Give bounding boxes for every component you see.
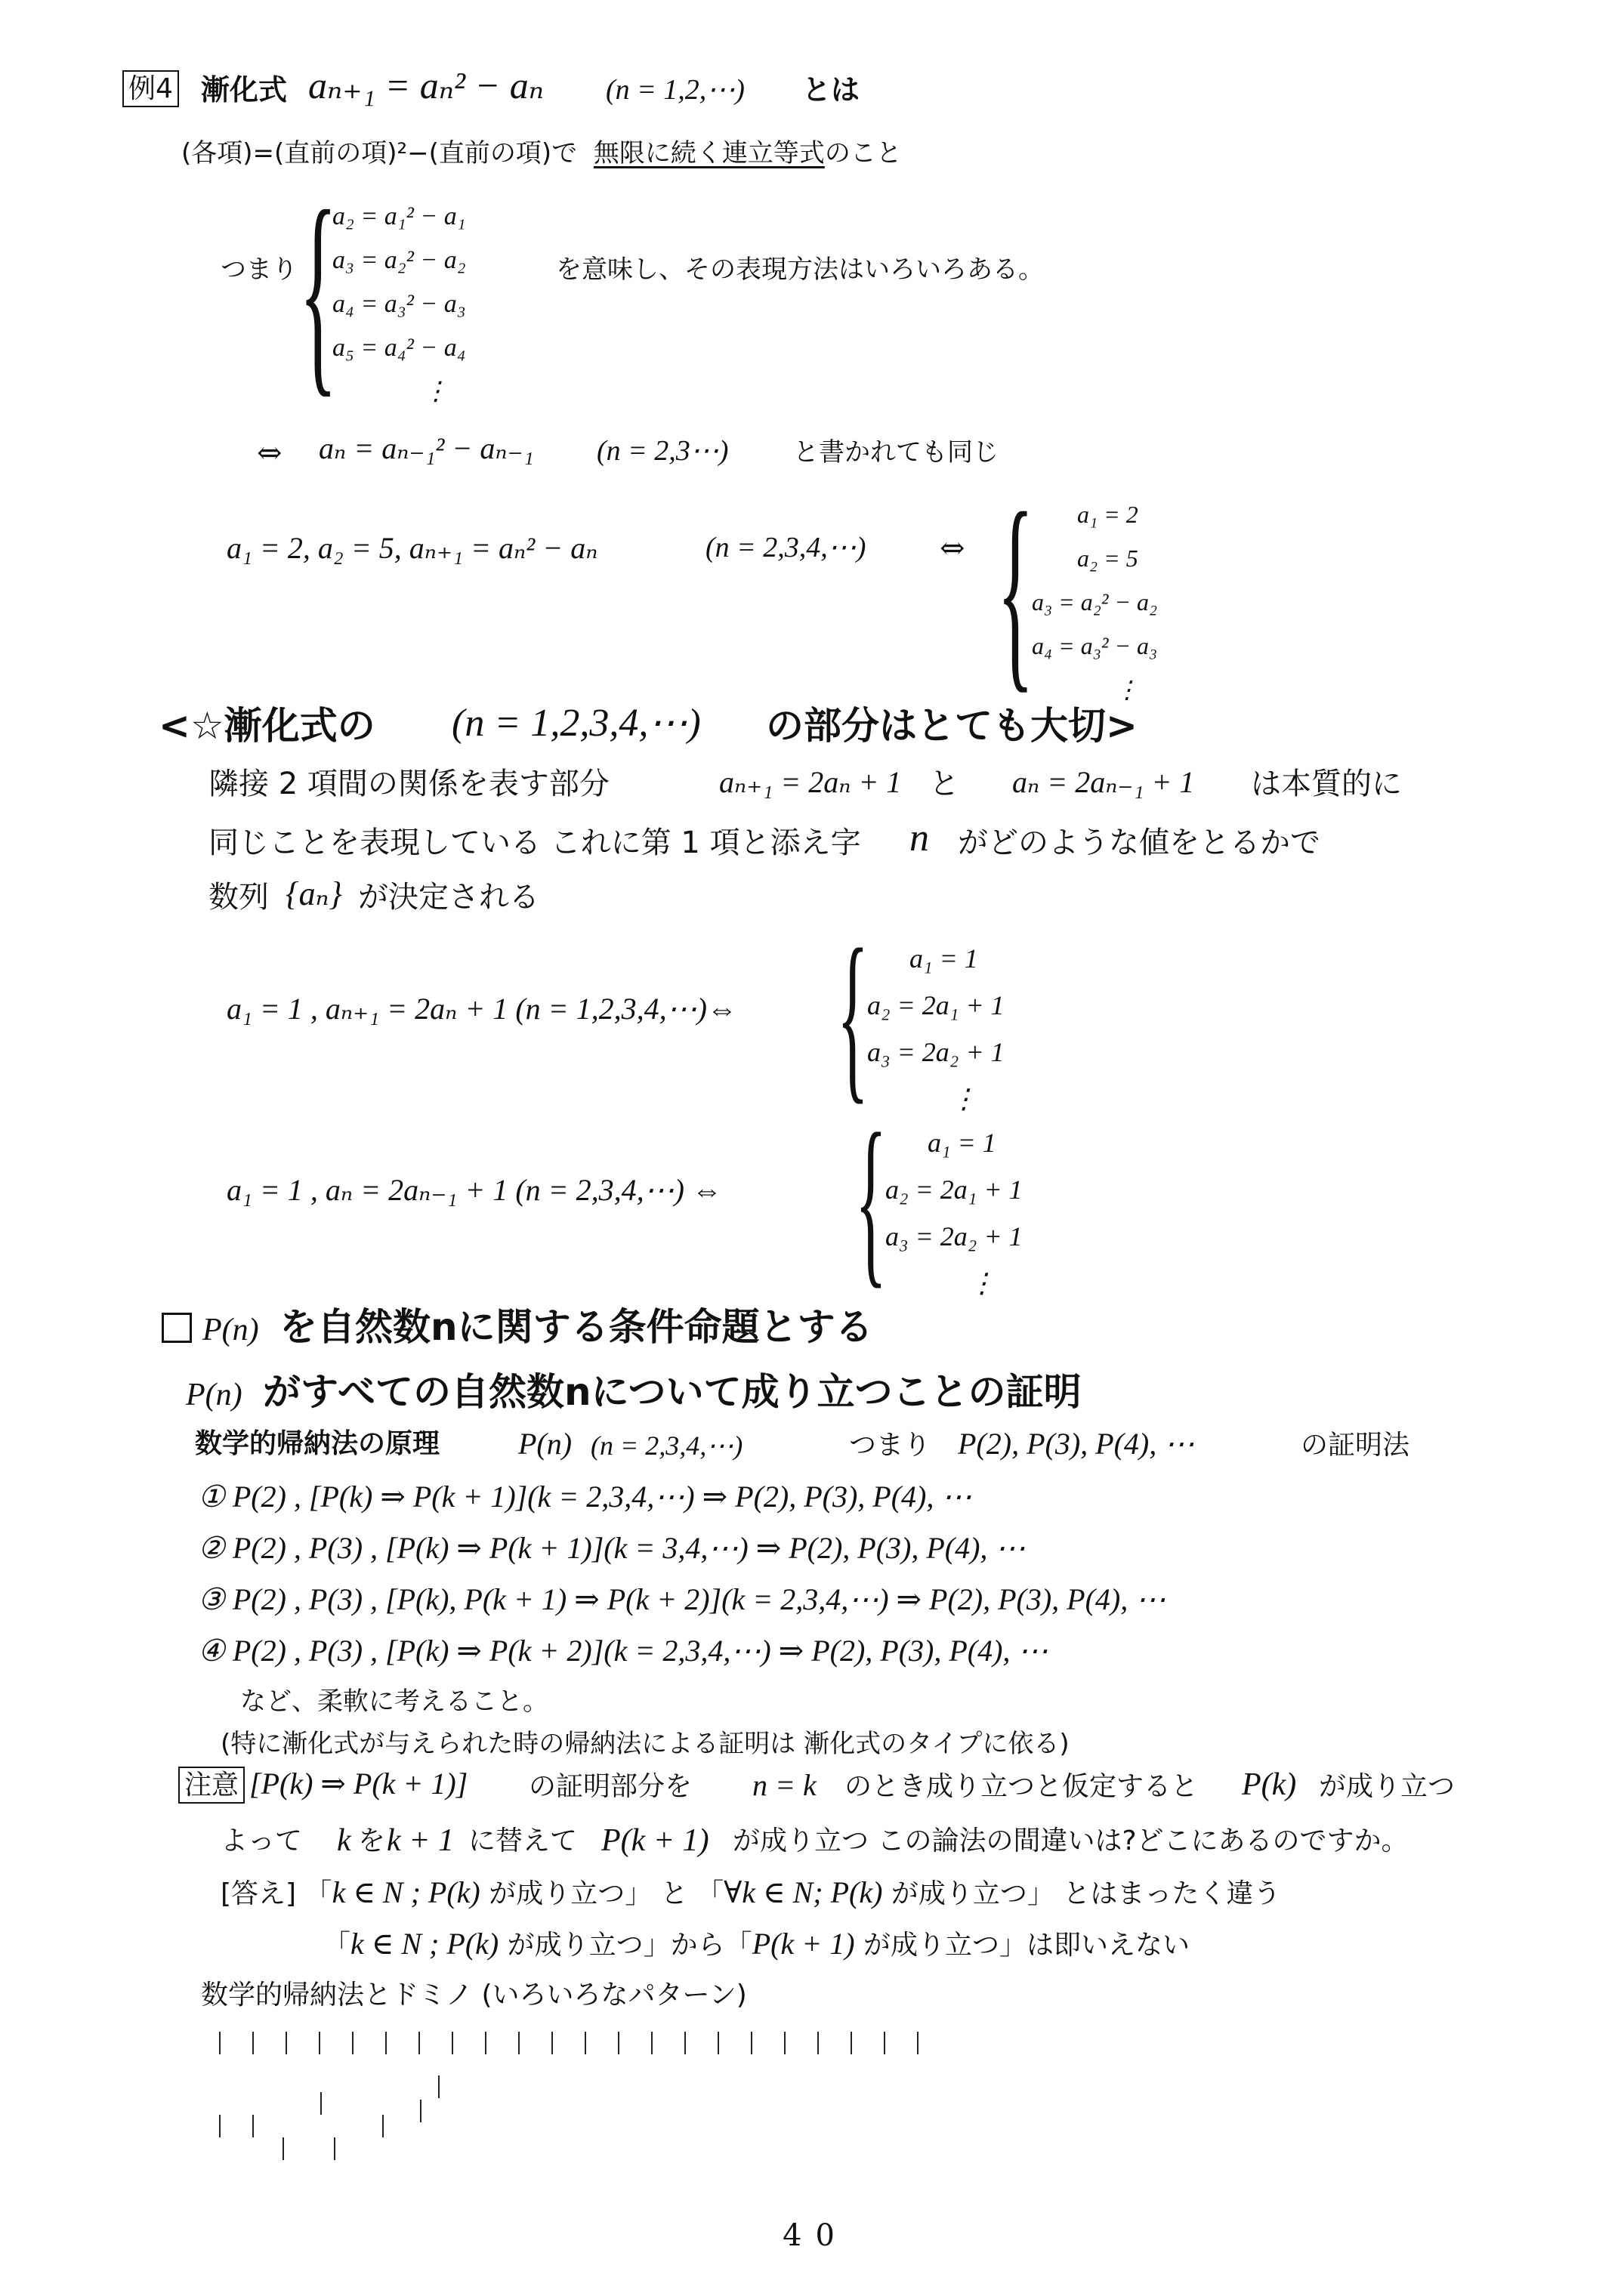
- principle-range: (n = 2,3,4,⋯): [591, 1430, 743, 1461]
- section-heading-end: の部分はとても大切>: [766, 704, 1138, 748]
- adjacent-relation-text: 隣接 2 項間の関係を表す部分: [208, 767, 610, 801]
- caution-text-a: の証明部分を: [529, 1771, 693, 1802]
- flexible-note: など、柔軟に考えること。: [240, 1687, 548, 1717]
- principle-symbol: P(n): [518, 1427, 573, 1461]
- toha-label: とは: [802, 73, 860, 106]
- sequence-symbol: {aₙ}: [286, 875, 343, 912]
- caution-implication: [P(k) ⇒ P(k + 1)]: [249, 1767, 468, 1801]
- replace-text: に替えて: [468, 1825, 578, 1856]
- variable-k: k: [337, 1823, 351, 1858]
- system-brace: {: [299, 165, 338, 415]
- k-plus-one: k + 1: [387, 1823, 454, 1858]
- principle-label: 数学的帰納法の原理: [195, 1428, 440, 1459]
- adjacent-formula-1: aₙ₊₁ = 2aₙ + 1: [719, 765, 902, 799]
- example-box: 例4: [122, 70, 179, 107]
- induction-pattern-1: ① P(2) , [P(k) ⇒ P(k + 1)](k = 2,3,4,⋯) ⇒ P(2), P(3), P(4), ⋯: [198, 1480, 972, 1514]
- caution-pk: P(k): [1242, 1767, 1297, 1802]
- same-expression-text: 同じことを表現している これに第 1 項と添え字: [208, 826, 861, 860]
- and-label: と: [929, 767, 959, 801]
- wo-label: を: [358, 1825, 386, 1856]
- value-text: がどのような値をとるかで: [958, 826, 1320, 860]
- answer-line-2: 「k ∈ N ; P(k) が成り立つ」から「P(k + 1) が成り立つ」は即いえない: [323, 1927, 1190, 1961]
- section-square-icon: [162, 1313, 192, 1343]
- example-heading: 漸化式: [201, 73, 288, 106]
- recurrence-example-1: a₁ = 1 , aₙ₊₁ = 2aₙ + 1 (n = 1,2,3,4,⋯)⇔: [227, 992, 737, 1026]
- example-2-brace: {: [855, 1095, 887, 1304]
- description-text: (各項)=(直前の項)²−(直前の項)で 無限に続く連立等式のこと: [181, 138, 902, 168]
- domino-heading: 数学的帰納法とドミノ (いろいろなパターン): [201, 1980, 747, 2011]
- index-n: n: [909, 816, 929, 859]
- question-text: が成り立つ この論法の間違いは?どこにあるのですか。: [733, 1825, 1409, 1856]
- caution-text-b: のとき成り立つと仮定すると: [844, 1771, 1199, 1802]
- example-1-brace: {: [837, 911, 869, 1120]
- page-number: 40: [783, 2218, 848, 2253]
- tsumari-label: つまり: [221, 255, 298, 285]
- principle-tsumari: つまり: [849, 1430, 931, 1461]
- equivalent-range: (n = 2,3⋯): [597, 435, 729, 467]
- determined-text: が決定される: [358, 880, 539, 915]
- induction-pattern-2: ② P(2) , P(3) , [P(k) ⇒ P(k + 1)](k = 3,4,⋯) ⇒ P(2), P(3), P(4), ⋯: [198, 1531, 1026, 1565]
- initial-equivalence: ⇔: [940, 531, 965, 566]
- caution-box: 注意: [178, 1767, 245, 1804]
- sequence-label: 数列: [208, 880, 269, 915]
- meaning-text: を意味し、その表現方法はいろいろある。: [556, 255, 1044, 285]
- principle-list: P(2), P(3), P(4), ⋯: [958, 1427, 1195, 1461]
- section2-heading: を自然数nに関する条件命題とする: [279, 1305, 873, 1349]
- equivalent-note: と書かれても同じ: [793, 437, 999, 468]
- therefore-text: よって: [221, 1825, 303, 1856]
- section-heading-start: <☆漸化式の: [159, 704, 375, 748]
- proposition-symbol: P(n): [202, 1313, 259, 1347]
- caution-n-equals-k: n = k: [752, 1768, 817, 1802]
- answer-label: [答え] 「k ∈ N ; P(k) が成り立つ」 と 「∀k ∈ N; P(k) が成り立つ」 とはまったく違う: [221, 1875, 1281, 1909]
- equivalent-formula: aₙ = aₙ₋₁² − aₙ₋₁: [319, 431, 534, 465]
- induction-pattern-4: ④ P(2) , P(3) , [P(k) ⇒ P(k + 2)](k = 2,3,4,⋯) ⇒ P(2), P(3), P(4), ⋯: [198, 1634, 1048, 1668]
- section2-subheading: がすべての自然数nについて成り立つことの証明: [263, 1370, 1082, 1414]
- proposition-symbol-2: P(n): [186, 1378, 242, 1412]
- initial-condition-formula: a₁ = 2, a₂ = 5, aₙ₊₁ = aₙ² − aₙ: [227, 531, 598, 565]
- recurrence-example-2: a₁ = 1 , aₙ = 2aₙ₋₁ + 1 (n = 2,3,4,⋯) ⇔: [227, 1173, 722, 1207]
- principle-end: の証明法: [1301, 1430, 1410, 1461]
- recurrence-range: (n = 1,2,⋯): [606, 74, 745, 106]
- p-k-plus-one: P(k + 1): [601, 1823, 709, 1858]
- initial-condition-range: (n = 2,3,4,⋯): [705, 532, 866, 563]
- adjacent-formula-2: aₙ = 2aₙ₋₁ + 1: [1012, 765, 1195, 799]
- parenthetical-note: (特に漸化式が与えられた時の帰納法による証明は 漸化式のタイプに依る): [221, 1729, 1070, 1759]
- equivalence-symbol: ⇔: [257, 436, 283, 471]
- induction-pattern-3: ③ P(2) , P(3) , [P(k), P(k + 1) ⇒ P(k + 2)](k = 2,3,4,⋯) ⇒ P(2), P(3), P(4), ⋯: [198, 1582, 1166, 1616]
- initial-system: a₁ = 2 a₂ = 5 a₃ = a₂² − a₂ a₄ = a₃² − a₃ ⋮: [1032, 501, 1158, 703]
- caution-text-c: が成り立つ: [1319, 1771, 1456, 1802]
- example-1-system: a₁ = 1 a₂ = 2a₁ + 1 a₃ = 2a₂ + 1 ⋮: [867, 943, 1005, 1114]
- initial-system-brace: {: [997, 468, 1034, 711]
- recurrence-formula: aₙ₊₁ = aₙ² − aₙ: [308, 64, 545, 106]
- section-heading-math: (n = 1,2,3,4,⋯): [452, 702, 701, 745]
- essentially-text: は本質的に: [1251, 767, 1402, 801]
- example-2-system: a₁ = 1 a₂ = 2a₁ + 1 a₃ = 2a₂ + 1 ⋮: [885, 1128, 1023, 1298]
- system-equations: a₂ = a₁² − a₁ a₃ = a₂² − a₂ a₄ = a₃² − a₃ a₅ = a₄² − a₄ ⋮: [332, 202, 466, 406]
